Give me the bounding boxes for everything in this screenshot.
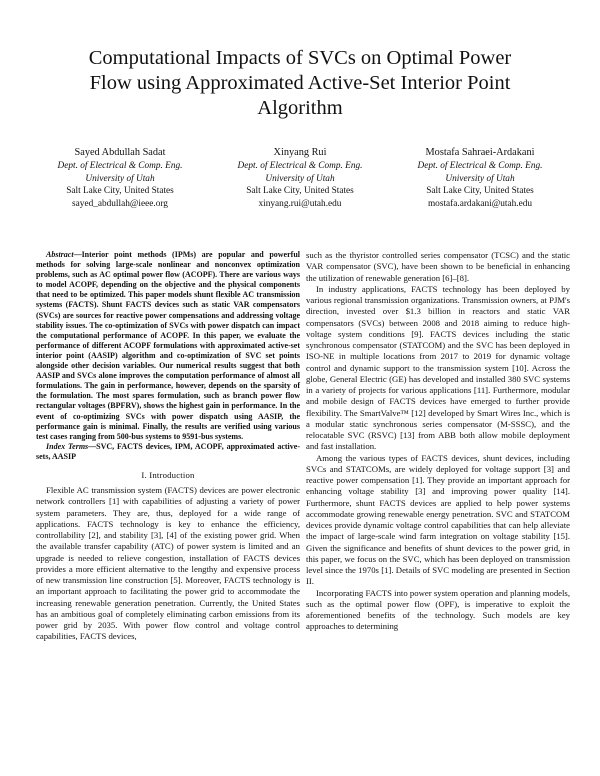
author-1 — [30, 146, 210, 210]
paper-title — [40, 46, 560, 121]
author-email[interactable]: sayed_abdullah@ieee.org — [72, 198, 168, 209]
author-city: Salt Lake City, United States — [426, 186, 534, 196]
author-block — [30, 146, 570, 210]
body-paragraph: Among the various types of FACTS devices, shunt devices, including SVCs and STATCOMs, are widely deployed for voltage support [3] and reactive power compensation [1]. They provide an important approach for enhancing voltage stability [3] and improving power quality [14]. Furthermore, shunt FACTS devices are applied to help power systems accommodate growing renewable energy penetration. SVC and STATCOM devices provide dynamic voltage control capabilities that can help alleviate the impact of large-scale wind farm integration on voltage stability [15]. Given the significance and benefits of shunt devices to the power grid, in this paper, we focus on the SVC, which has been deployed on transmission level since the 1970s [1]. Details of SVC modeling are presented in Section II. — [306, 452, 570, 587]
title-line: Algorithm — [257, 97, 343, 119]
left-column — [36, 250, 300, 643]
author-3 — [390, 146, 570, 210]
body-paragraph: such as the thyristor controlled series compensator (TCSC) and the static VAR compensator (SVC), have been shown to be beneficial in enhancing the utilization of renewable generation [6]–[8]. — [306, 250, 570, 283]
author-city: Salt Lake City, United States — [246, 186, 354, 196]
index-terms-text: —SVC, FACTS devices, IPM, ACOPF, approximated active-sets, AASIP — [36, 441, 300, 461]
index-terms-label: Index Terms — [46, 441, 89, 451]
author-dept: Dept. of Electrical & Comp. Eng. — [417, 161, 543, 171]
section-heading: I. Introduction — [141, 469, 195, 480]
author-dept: Dept. of Electrical & Comp. Eng. — [57, 161, 183, 171]
title-line: Computational Impacts of SVCs on Optimal Power — [88, 47, 512, 69]
author-city: Salt Lake City, United States — [66, 186, 174, 196]
body-paragraph: Flexible AC transmission system (FACTS) devices are power electronic network controllers [1] with capabilities of adjusting a variety of power system parameters. They are, thus, deployed for a wide range of applications. FACTS technology is key to enhance the efficiency, controllability [2], and stability [3], [4] of the existing power grid. When the available transfer capability (ATC) of power system is limited and an upgrade is needed to relieve congestion, installation of FACTS devices provides a more efficient alternative to the lengthy and expensive process of new transmission line construction [5]. Moreover, FACTS technology is an important approach to facilitating the power grid to accommodate the increasing renewable generation penetration. Currently, the United States has an ambitious goal of completely eliminating carbon emissions from its power grid by 2035. With power flow control and voltage control capabilities, FACTS devices, — [36, 485, 300, 642]
title-line: Flow using Approximated Active-Set Interior Point — [89, 72, 511, 94]
author-univ: University of Utah — [85, 173, 155, 184]
author-dept: Dept. of Electrical & Comp. Eng. — [237, 161, 363, 171]
right-column — [306, 250, 570, 633]
author-name: Mostafa Sahraei-Ardakani — [425, 147, 535, 158]
body-paragraph: In industry applications, FACTS technology has been deployed by various regional transmission organizations. Transmission owners, at PJM's direction, invested over $1.3 billion in reactors and static VAR compensators (SVCs) between 2008 and 2018 aiming to reduce high-voltage system conditions [9]. FACTS devices including the static synchronous compensator (STATCOM) and the SVC has been deployed in ISO-NE in multiple locations from 2017 to 2019 for dynamic voltage control and dynamic support to the transmission system [10]. Across the globe, General Electric (GE) has developed and installed 380 SVC systems in a variety of projects for various applications [11]. Furthermore, modular and mobile design of FACTS devices have emerged to further provide flexibility. The SmartValve™ [12] developed by Smart Wires Inc., which is a modular static synchronous series compensator (M-SSSC), and the relocatable SVC (RSVC) [13] from ABB both allow mobile deployment and fast installation. — [306, 283, 570, 452]
author-name: Sayed Abdullah Sadat — [74, 147, 166, 158]
index-terms — [36, 442, 300, 462]
author-email[interactable]: mostafa.ardakani@utah.edu — [427, 198, 533, 209]
author-2 — [210, 146, 390, 210]
author-email[interactable]: xinyang.rui@utah.edu — [258, 198, 342, 209]
abstract-text: —Interior point methods (IPMs) are popular and powerful methods for solving large-scale nonlinear and nonconvex optimization problems, such as AC optimal power flow (ACOPF). There are various ways to model ACOPF, depending on the objective and the physical components that need to be optimized. This paper models shunt flexible AC transmission systems (FACTS). Shunt FACTS devices such as static VAR compensators (SVCs) are sources for reactive power compensations and addressing voltage stability issues. The co-optimization of SVCs with power dispatch can impact the computational performance of ACOPF. In this paper, we evaluate the performance of different ACOPF formulations with approximated active-set interior point (AASIP) algorithm and co-optimization of SVC set points alongside other decision variables. Our numerical results suggest that both AASIP and SVCs alone improves the computation performance of almost all formulations. The gain in performance, however, depends on the sparsity of the formulation. The most spares formulation, such as branch power flow rectangular voltages (BPFRV), shows the highest gain in performance. In the event of co-optimizing SVCs with power dispatch using AASIP, the performance gain is minimal. Finally, the results are verified using various test cases ranging from 500-bus systems to 9591-bus systems. — [36, 250, 300, 441]
abstract-label: Abstract — [46, 250, 74, 259]
abstract — [36, 250, 300, 442]
body-paragraph: Incorporating FACTS into power system operation and planning models, such as the optimal power flow (OPF), is imperative to exploit the aforementioned benefits of the technology. Such models are key approaches to determining — [306, 587, 570, 632]
author-name: Xinyang Rui — [273, 147, 327, 158]
author-univ: University of Utah — [265, 173, 335, 184]
author-univ: University of Utah — [445, 173, 515, 184]
